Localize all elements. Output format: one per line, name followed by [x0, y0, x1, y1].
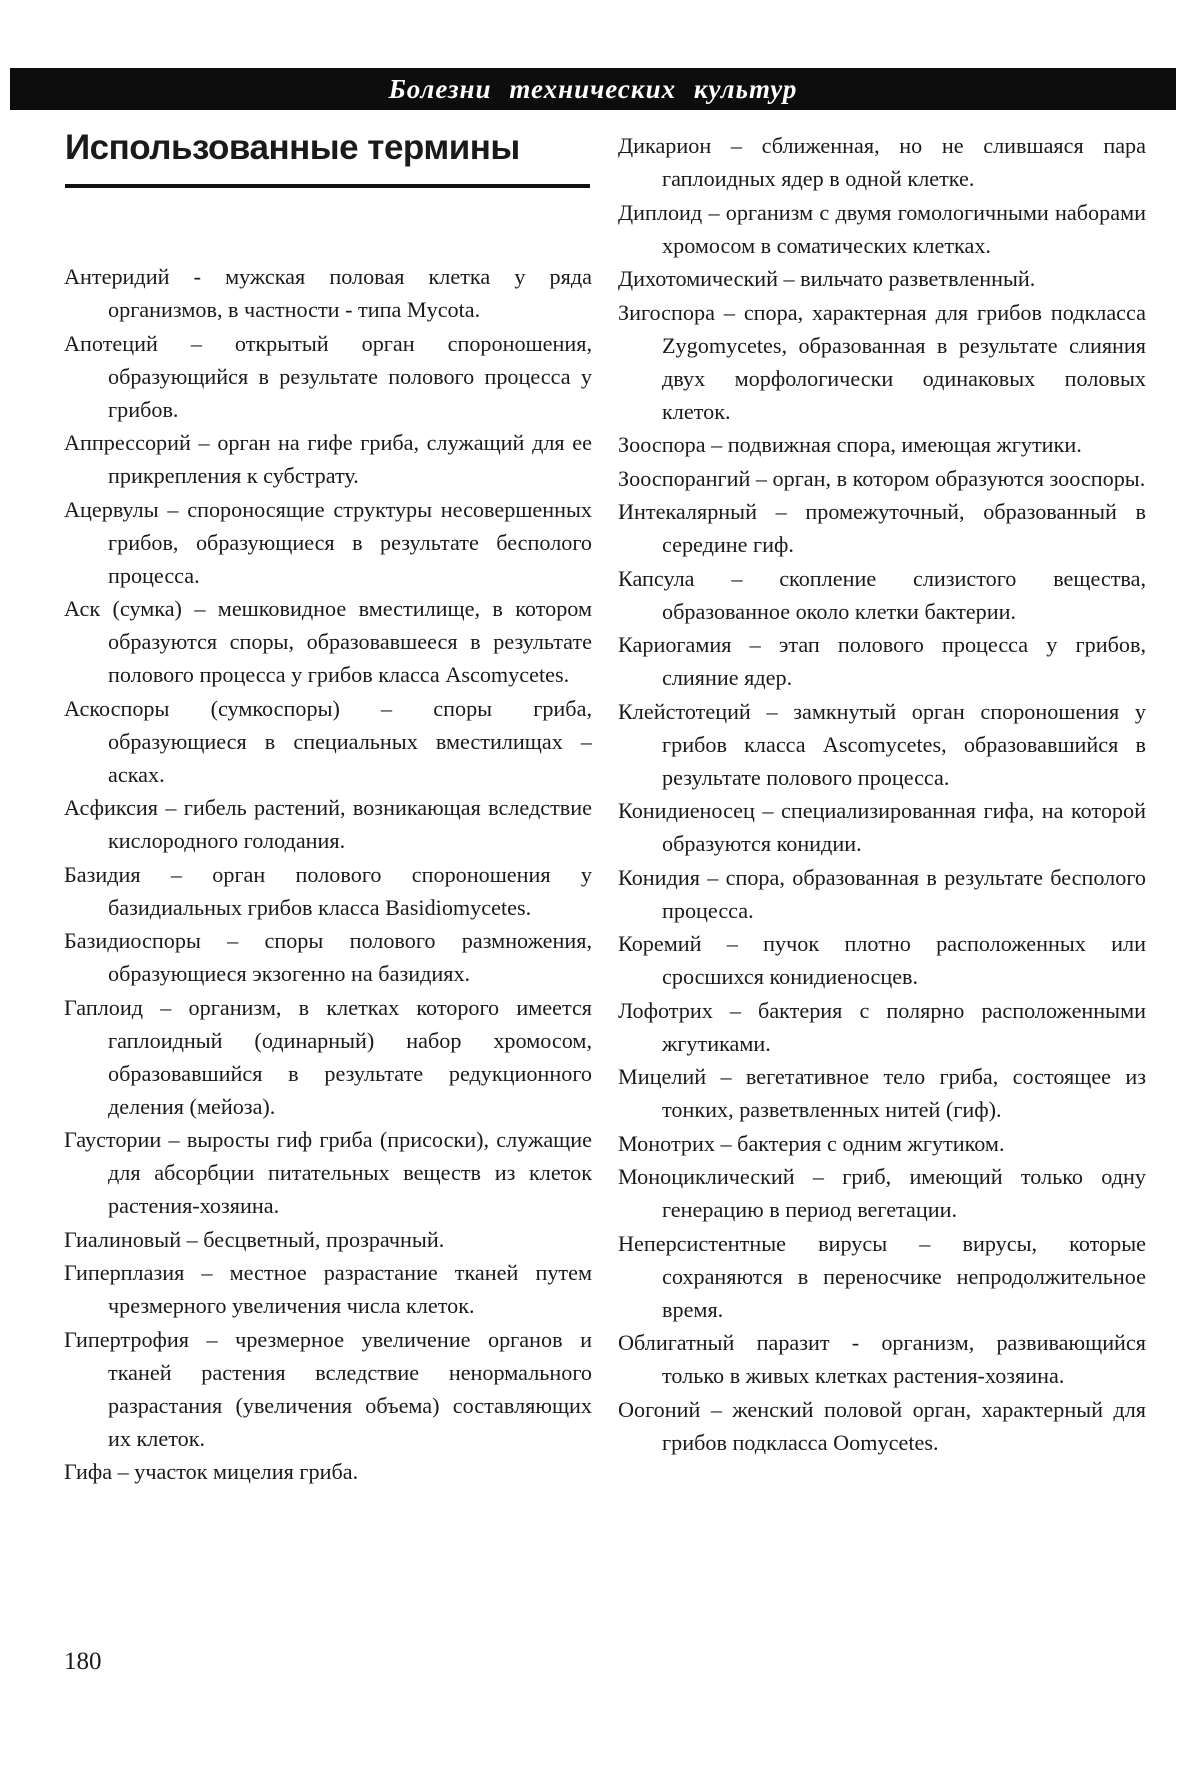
glossary-entry: Антеридий - мужская половая клетка у ряда организмов, в частности - типа Mycota. [64, 264, 592, 322]
glossary-entry: Гаустории – выросты гиф гриба (присоски), служащие для абсорбции питательных веществ из клеток растения-хозяина. [64, 1127, 592, 1218]
running-header [10, 68, 1176, 110]
glossary-entry: Ацервулы – спороносящие структуры несовершенных грибов, образующиеся в результате бесполого процесса. [64, 496, 592, 588]
glossary-entry: Облигатный паразит - организм, развивающийся только в живых клетках растения-хозяина. [618, 1330, 1146, 1388]
glossary-entry: Аск (сумка) – мешковидное вместилище, в котором образуются споры, образовавшееся в результате полового процесса у грибов класса Ascomycetes. [64, 596, 592, 687]
glossary-entry: Лофотрих – бактерия с полярно расположенными жгутиками. [618, 997, 1146, 1056]
glossary-entry: Мицелий – вегетативное тело гриба, состоящее из тонких, разветвленных нитей (гиф). [618, 1064, 1146, 1122]
glossary-entry: Моноциклический – гриб, имеющий только одну генерацию в период вегетации. [618, 1164, 1146, 1222]
glossary-entry: Коремий – пучок плотно расположенных или сросшихся конидиеносцев. [618, 931, 1146, 989]
page-number: 180 [64, 1648, 102, 1675]
glossary-right-column [618, 129, 1146, 1459]
glossary-entry: Зигоспора – спора, характерная для грибов подкласса Zygomycetes, образованная в результате слияния двух морфологически одинаковых половых клеток. [618, 299, 1146, 424]
glossary-entry: Клейстотеций – замкнутый орган спороношения у грибов класса Ascomycetes, образовавшийся в результате полового процесса. [618, 698, 1146, 790]
glossary-entry: Базидия – орган полового спороношения у базидиальных грибов класса Basidiomycetes. [64, 861, 592, 920]
glossary-entry: Базидиоспоры – споры полового размножения, образующиеся экзогенно на базидиях. [64, 928, 592, 986]
glossary-entry: Гиперплазия – местное разрастание тканей путем чрезмерного увеличения числа клеток. [64, 1260, 592, 1318]
glossary-entry: Дихотомический – вильчато разветвленный. [618, 266, 1036, 291]
glossary-entry: Конидиеносец – специализированная гифа, на которой образуются конидии. [618, 798, 1146, 856]
glossary-entry: Капсула – скопление слизистого вещества, образованное около клетки бактерии. [618, 565, 1146, 624]
glossary-left-column [64, 260, 592, 1489]
glossary-entry: Зооспорангий – орган, в котором образуются зооспоры. [618, 465, 1146, 491]
glossary-entry: Гаплоид – организм, в клетках которого имеется гаплоидный (одинарный) набор хромосом, образовавшийся в результате редукционного деления (мейоза). [64, 994, 592, 1119]
glossary-entry: Дикарион – сближенная, но не слившаяся пара гаплоидных ядер в одной клетке. [618, 133, 1146, 191]
glossary-entry: Гифа – участок мицелия гриба. [64, 1459, 359, 1484]
glossary-entry: Неперсистентные вирусы – вирусы, которые сохраняются в переносчике непродолжительное время. [618, 1230, 1146, 1322]
glossary-entry: Гиалиновый – бесцветный, прозрачный. [64, 1226, 445, 1252]
glossary-entry: Конидия – спора, образованная в результате бесполого процесса. [618, 864, 1146, 923]
glossary-entry: Интекалярный – промежуточный, образованный в середине гиф. [618, 499, 1146, 557]
glossary-entry: Кариогамия – этап полового процесса у грибов, слияние ядер. [618, 632, 1146, 690]
glossary-entry: Оогоний – женский половой орган, характерный для грибов подкласса Oomycetes. [618, 1396, 1146, 1455]
glossary-entry: Аппрессорий – орган на гифе гриба, служащий для ее прикрепления к субстрату. [64, 430, 592, 488]
glossary-entry: Зооспора – подвижная спора, имеющая жгутики. [618, 432, 1082, 457]
glossary-entry: Асфиксия – гибель растений, возникающая вследствие кислородного голодания. [64, 795, 592, 853]
glossary-entry: Апотеций – открытый орган спороношения, образующийся в результате полового процесса у грибов. [64, 330, 592, 422]
glossary-entry: Аскоспоры (сумкоспоры) – споры гриба, образующиеся в специальных вместилищах – асках. [64, 695, 592, 787]
section-title: Использованные термины [65, 128, 590, 188]
glossary-entry: Монотрих – бактерия с одним жгутиком. [618, 1130, 1005, 1156]
running-header-title: Болезни технических культур [388, 73, 798, 104]
glossary-entry: Диплоид – организм с двумя гомологичными наборами хромосом в соматических клетках. [618, 199, 1146, 258]
glossary-entry: Гипертрофия – чрезмерное увеличение органов и тканей растения вследствие ненормального разрастания (увеличения объема) составляющих их клеток. [64, 1326, 592, 1451]
